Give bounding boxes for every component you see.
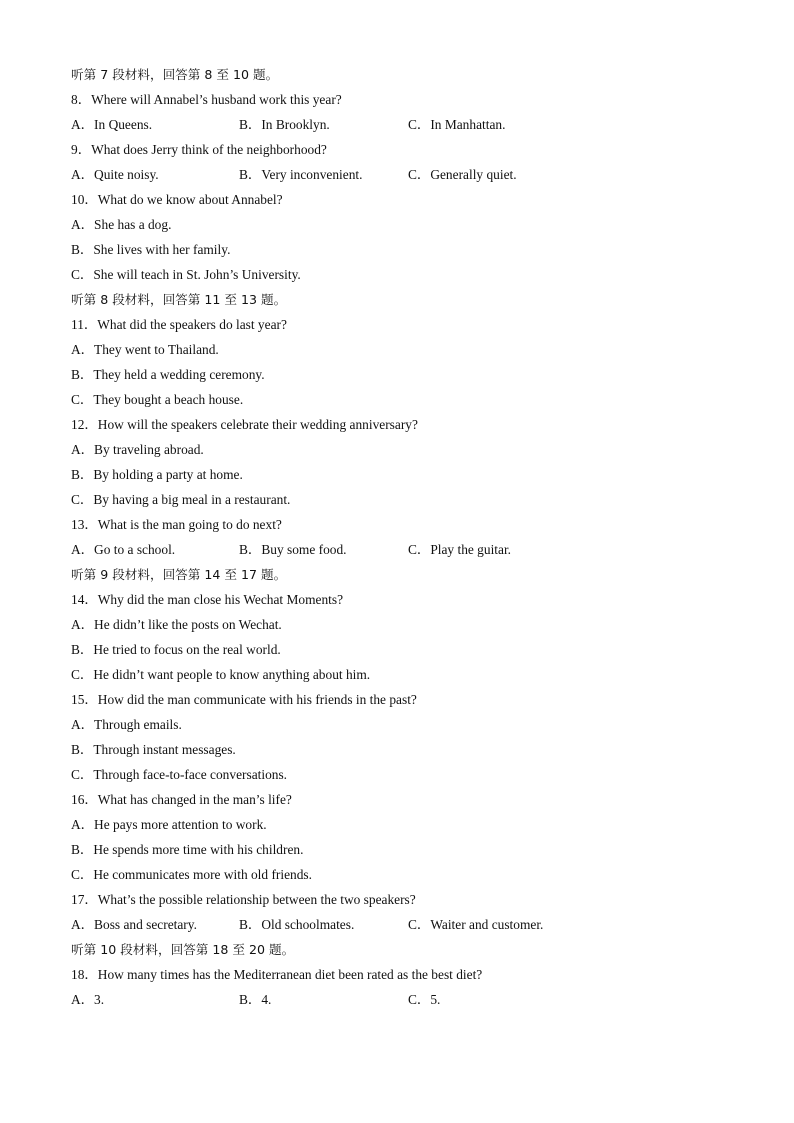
answer-option-a: A．Quite noisy.: [71, 167, 159, 182]
section-heading: 听第 8 段材料，回答第 11 至 13 题。: [71, 292, 287, 307]
answer-option: B．He spends more time with his children.: [71, 842, 304, 857]
answer-option-c: C．Play the guitar.: [408, 542, 512, 557]
answer-option: A．By traveling abroad.: [71, 442, 204, 457]
answer-option-b: B．Old schoolmates.: [239, 917, 355, 932]
answer-option-b: B．Very inconvenient.: [239, 167, 363, 182]
document-body: [71, 62, 751, 1012]
question-text: 12．How will the speakers celebrate their wedding anniversary?: [71, 417, 418, 432]
answer-option: B．He tried to focus on the real world.: [71, 642, 281, 657]
section-heading: 听第 7 段材料，回答第 8 至 10 题。: [71, 67, 279, 82]
question-text: 16．What has changed in the man’s life?: [71, 792, 292, 807]
answer-option-a: A．Boss and secretary.: [71, 917, 197, 932]
answer-option: C．She will teach in St. John’s University.: [71, 267, 301, 282]
answer-options-row: [71, 537, 751, 562]
question-text: 17．What’s the possible relationship between the two speakers?: [71, 892, 416, 907]
answer-options-row: [71, 162, 751, 187]
question-text: 8．Where will Annabel’s husband work this year?: [71, 92, 342, 107]
answer-options-row: [71, 112, 751, 137]
answer-option: A．They went to Thailand.: [71, 342, 219, 357]
answer-option: C．He didn’t want people to know anything about him.: [71, 667, 371, 682]
answer-option-b: B．4.: [239, 992, 272, 1007]
answer-options-row: [71, 912, 751, 937]
answer-option-c: C．Waiter and customer.: [408, 917, 544, 932]
question-text: 14．Why did the man close his Wechat Moments?: [71, 592, 344, 607]
answer-option-a: A．Go to a school.: [71, 542, 176, 557]
section-heading: 听第 10 段材料，回答第 18 至 20 题。: [71, 942, 295, 957]
answer-option: B．Through instant messages.: [71, 742, 236, 757]
question-text: 11．What did the speakers do last year?: [71, 317, 287, 332]
answer-option: B．She lives with her family.: [71, 242, 231, 257]
question-text: 13．What is the man going to do next?: [71, 517, 282, 532]
answer-option-a: A．3.: [71, 992, 105, 1007]
answer-option: B．They held a wedding ceremony.: [71, 367, 265, 382]
question-text: 9．What does Jerry think of the neighborhood?: [71, 142, 327, 157]
answer-option: B．By holding a party at home.: [71, 467, 243, 482]
answer-option-b: B．Buy some food.: [239, 542, 347, 557]
answer-option-c: C．In Manhattan.: [408, 117, 506, 132]
answer-option: C．Through face-to-face conversations.: [71, 767, 288, 782]
answer-option-a: A．In Queens.: [71, 117, 153, 132]
answer-option: C．He communicates more with old friends.: [71, 867, 312, 882]
answer-option: C．By having a big meal in a restaurant.: [71, 492, 291, 507]
answer-option: C．They bought a beach house.: [71, 392, 244, 407]
section-heading: 听第 9 段材料，回答第 14 至 17 题。: [71, 567, 287, 582]
answer-option: A．She has a dog.: [71, 217, 172, 232]
question-text: 15．How did the man communicate with his friends in the past?: [71, 692, 417, 707]
answer-option: A．He didn’t like the posts on Wechat.: [71, 617, 282, 632]
answer-option: A．He pays more attention to work.: [71, 817, 267, 832]
question-text: 10．What do we know about Annabel?: [71, 192, 283, 207]
answer-option: A．Through emails.: [71, 717, 182, 732]
answer-options-row: [71, 987, 751, 1012]
answer-option-b: B．In Brooklyn.: [239, 117, 330, 132]
answer-option-c: C．Generally quiet.: [408, 167, 517, 182]
question-text: 18．How many times has the Mediterranean diet been rated as the best diet?: [71, 967, 483, 982]
answer-option-c: C．5.: [408, 992, 441, 1007]
